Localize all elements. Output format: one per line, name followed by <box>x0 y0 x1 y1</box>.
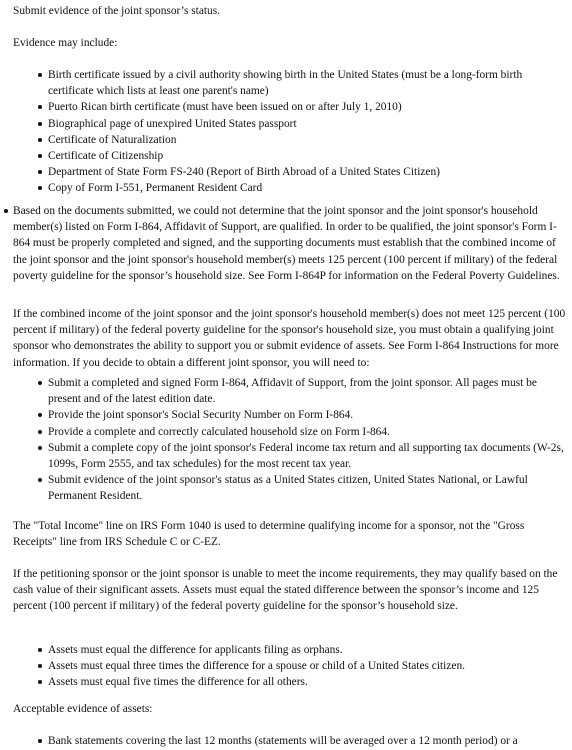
new-sponsor-list <box>38 375 568 505</box>
list-item: Assets must equal three times the difference for a spouse or child of a United States citizen. <box>38 658 568 674</box>
evidence-list <box>38 67 568 197</box>
list-item: Copy of Form I-551, Permanent Resident Card <box>38 180 568 196</box>
evidence-heading: Evidence may include: <box>13 37 118 49</box>
list-item: Provide the joint sponsor's Social Security Number on Form I-864. <box>38 407 568 423</box>
list-item: Bank statements covering the last 12 months (statements will be averaged over a 12 month period) or a <box>38 733 568 749</box>
acceptable-evidence-heading: Acceptable evidence of assets: <box>13 703 153 715</box>
acceptable-evidence-list <box>38 733 568 749</box>
list-item: Submit a completed and signed Form I-864, Affidavit of Support, from the joint sponsor. All pages must be present and of the latest edition date. <box>38 375 568 407</box>
list-item: Submit evidence of the joint sponsor's status as a United States citizen, United States National, or Lawful Permanent Resident. <box>38 472 568 504</box>
list-item: Assets must equal the difference for applicants filing as orphans. <box>38 642 568 658</box>
qualification-bullet: Based on the documents submitted, we could not determine that the joint sponsor and the joint sponsor's household member(s) listed on Form I-864, Affidavit of Support, are qualified. In order to be qualified, the joint sponsor's Form I-864 must be properly completed and signed, and the supporting documents must establish that the combined income of the joint sponsor and the joint sponsor's household member(s) meets 125 percent (100 percent if military) of the federal poverty guideline for the sponsor’s household size. See Form I-864P for information on the Federal Poverty Guidelines. <box>4 203 568 284</box>
assets-paragraph: If the petitioning sponsor or the joint sponsor is unable to meet the income requirements, they may qualify based on the cash value of their significant assets. Assets must equal the stated difference between the sponsor’s income and 125 percent (100 percent if military) of the federal poverty guideline for the sponsor’s household size. <box>13 568 558 613</box>
list-item: Department of State Form FS-240 (Report of Birth Abroad of a United States Citizen) <box>38 164 568 180</box>
list-item: Puerto Rican birth certificate (must have been issued on or after July 1, 2010) <box>38 99 568 115</box>
list-item: Certificate of Citizenship <box>38 148 568 164</box>
combined-income-paragraph: If the combined income of the joint sponsor and the joint sponsor's household member(s) does not meet 125 percent (100 percent if military) of the federal poverty guideline for the sponsor's household size, you must obtain a qualifying joint sponsor who demonstrates the ability to support you or submit evidence of assets. See Form I-864 Instructions for more information. If you decide to obtain a different joint sponsor, you will need to: <box>13 308 566 369</box>
total-income-paragraph: The "Total Income" line on IRS Form 1040 is used to determine qualifying income for a sponsor, not the "Gross Receipts" line from IRS Schedule C or C-EZ. <box>13 520 525 549</box>
list-item: Birth certificate issued by a civil authority showing birth in the United States (must be a long-form birth certificate which lists at least one parent's name) <box>38 67 568 99</box>
list-item: Provide a complete and correctly calculated household size on Form I-864. <box>38 424 568 440</box>
list-item: Assets must equal five times the difference for all others. <box>38 674 568 690</box>
list-item: Certificate of Naturalization <box>38 132 568 148</box>
list-item: Biographical page of unexpired United States passport <box>38 116 568 132</box>
intro-text: Submit evidence of the joint sponsor’s status. <box>13 5 221 17</box>
list-item: Submit a complete copy of the joint sponsor's Federal income tax return and all supporting tax documents (W-2s, 1099s, Form 2555, and tax schedules) for the most recent tax year. <box>38 440 568 472</box>
assets-list <box>38 642 568 691</box>
